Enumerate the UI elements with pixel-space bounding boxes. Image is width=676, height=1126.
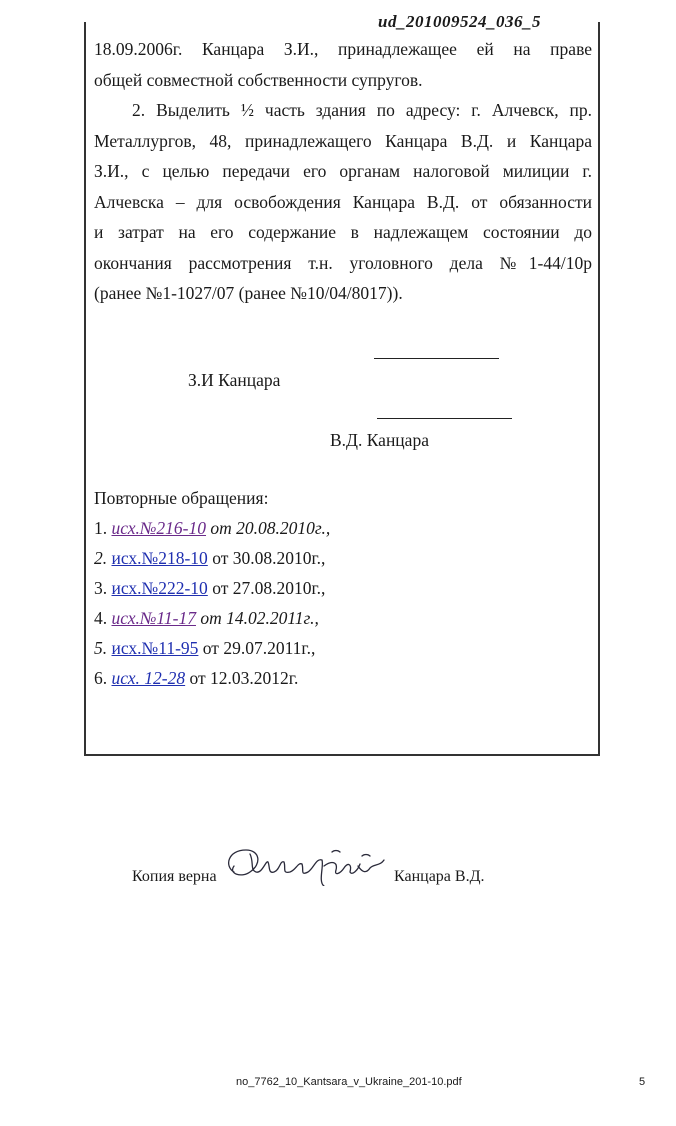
body-line: Алчевска – для освобождения Канцара В.Д. от обязанности <box>94 191 592 212</box>
repeat-item <box>94 548 325 569</box>
footer-filename: no_7762_10_Kantsara_v_Ukraine_201-10.pdf <box>236 1076 462 1088</box>
signatory-name-1: З.И Канцара <box>188 370 281 390</box>
body-paragraph-1 <box>94 34 592 95</box>
copy-label: Копия верна <box>132 868 217 885</box>
repeat-item-link[interactable]: исх.№222-10 <box>111 578 208 598</box>
body-line: (ранее №1-1027/07 (ранее №10/04/8017)). <box>94 283 403 303</box>
document-code: ud_201009524_036_5 <box>378 12 541 31</box>
repeat-item <box>94 638 315 659</box>
repeat-requests-title: Повторные обращения: <box>94 488 269 508</box>
repeat-item-number: 5. <box>94 638 108 658</box>
body-line: общей совместной собственности супругов. <box>94 69 423 90</box>
handwritten-signature <box>220 842 388 886</box>
body-line: Металлургов, 48, принадлежащего Канцара В.Д. и Канцара <box>94 130 592 151</box>
repeat-item-link[interactable]: исх. 12-28 <box>111 668 186 688</box>
body-paragraph-2 <box>94 95 592 309</box>
signatory-name-2: В.Д. Канцара <box>330 430 429 450</box>
repeat-item-number: 3. <box>94 578 108 598</box>
repeat-item-number: 1. <box>94 518 108 538</box>
signature-line-1 <box>374 358 499 359</box>
repeat-item-number: 4. <box>94 608 108 628</box>
repeat-item-date: от 30.08.2010г., <box>207 548 326 568</box>
footer-page-number: 5 <box>639 1076 646 1088</box>
body-line: и затрат на его содержание в надлежащем состоянии до <box>94 222 592 242</box>
signature-line-2 <box>377 418 512 419</box>
repeat-item-date: от 14.02.2011г., <box>195 608 319 628</box>
repeat-item-date: от 20.08.2010г., <box>206 518 331 538</box>
repeat-item-date: от 27.08.2010г., <box>207 578 326 598</box>
repeat-item <box>94 578 325 599</box>
body-line: З.И., с целью передачи его органам налоговой милиции г. <box>94 161 592 181</box>
repeat-item <box>94 518 330 539</box>
repeat-item-link[interactable]: исх.№11-17 <box>111 608 196 628</box>
body-line: 2. Выделить ½ часть здания по адресу: г. Алчевск, пр. <box>132 100 592 120</box>
repeat-item-link[interactable]: исх.№216-10 <box>111 518 207 538</box>
repeat-item-number: 2. <box>94 548 108 568</box>
repeat-item-number: 6. <box>94 668 108 688</box>
repeat-item <box>94 608 319 629</box>
repeat-item-date: от 12.03.2012г. <box>185 668 299 688</box>
repeat-item <box>94 668 298 689</box>
body-line: окончания рассмотрения т.н. уголовного дела №1-44/10р <box>94 252 592 273</box>
repeat-item-link[interactable]: исх.№11-95 <box>111 638 199 658</box>
copy-signatory-name: Канцара В.Д. <box>394 868 485 885</box>
repeat-item-link[interactable]: исх.№218-10 <box>111 548 208 568</box>
repeat-item-date: от 29.07.2011г., <box>198 638 316 658</box>
body-line: 18.09.2006г. Канцара З.И., принадлежащее ей на праве <box>94 39 592 59</box>
